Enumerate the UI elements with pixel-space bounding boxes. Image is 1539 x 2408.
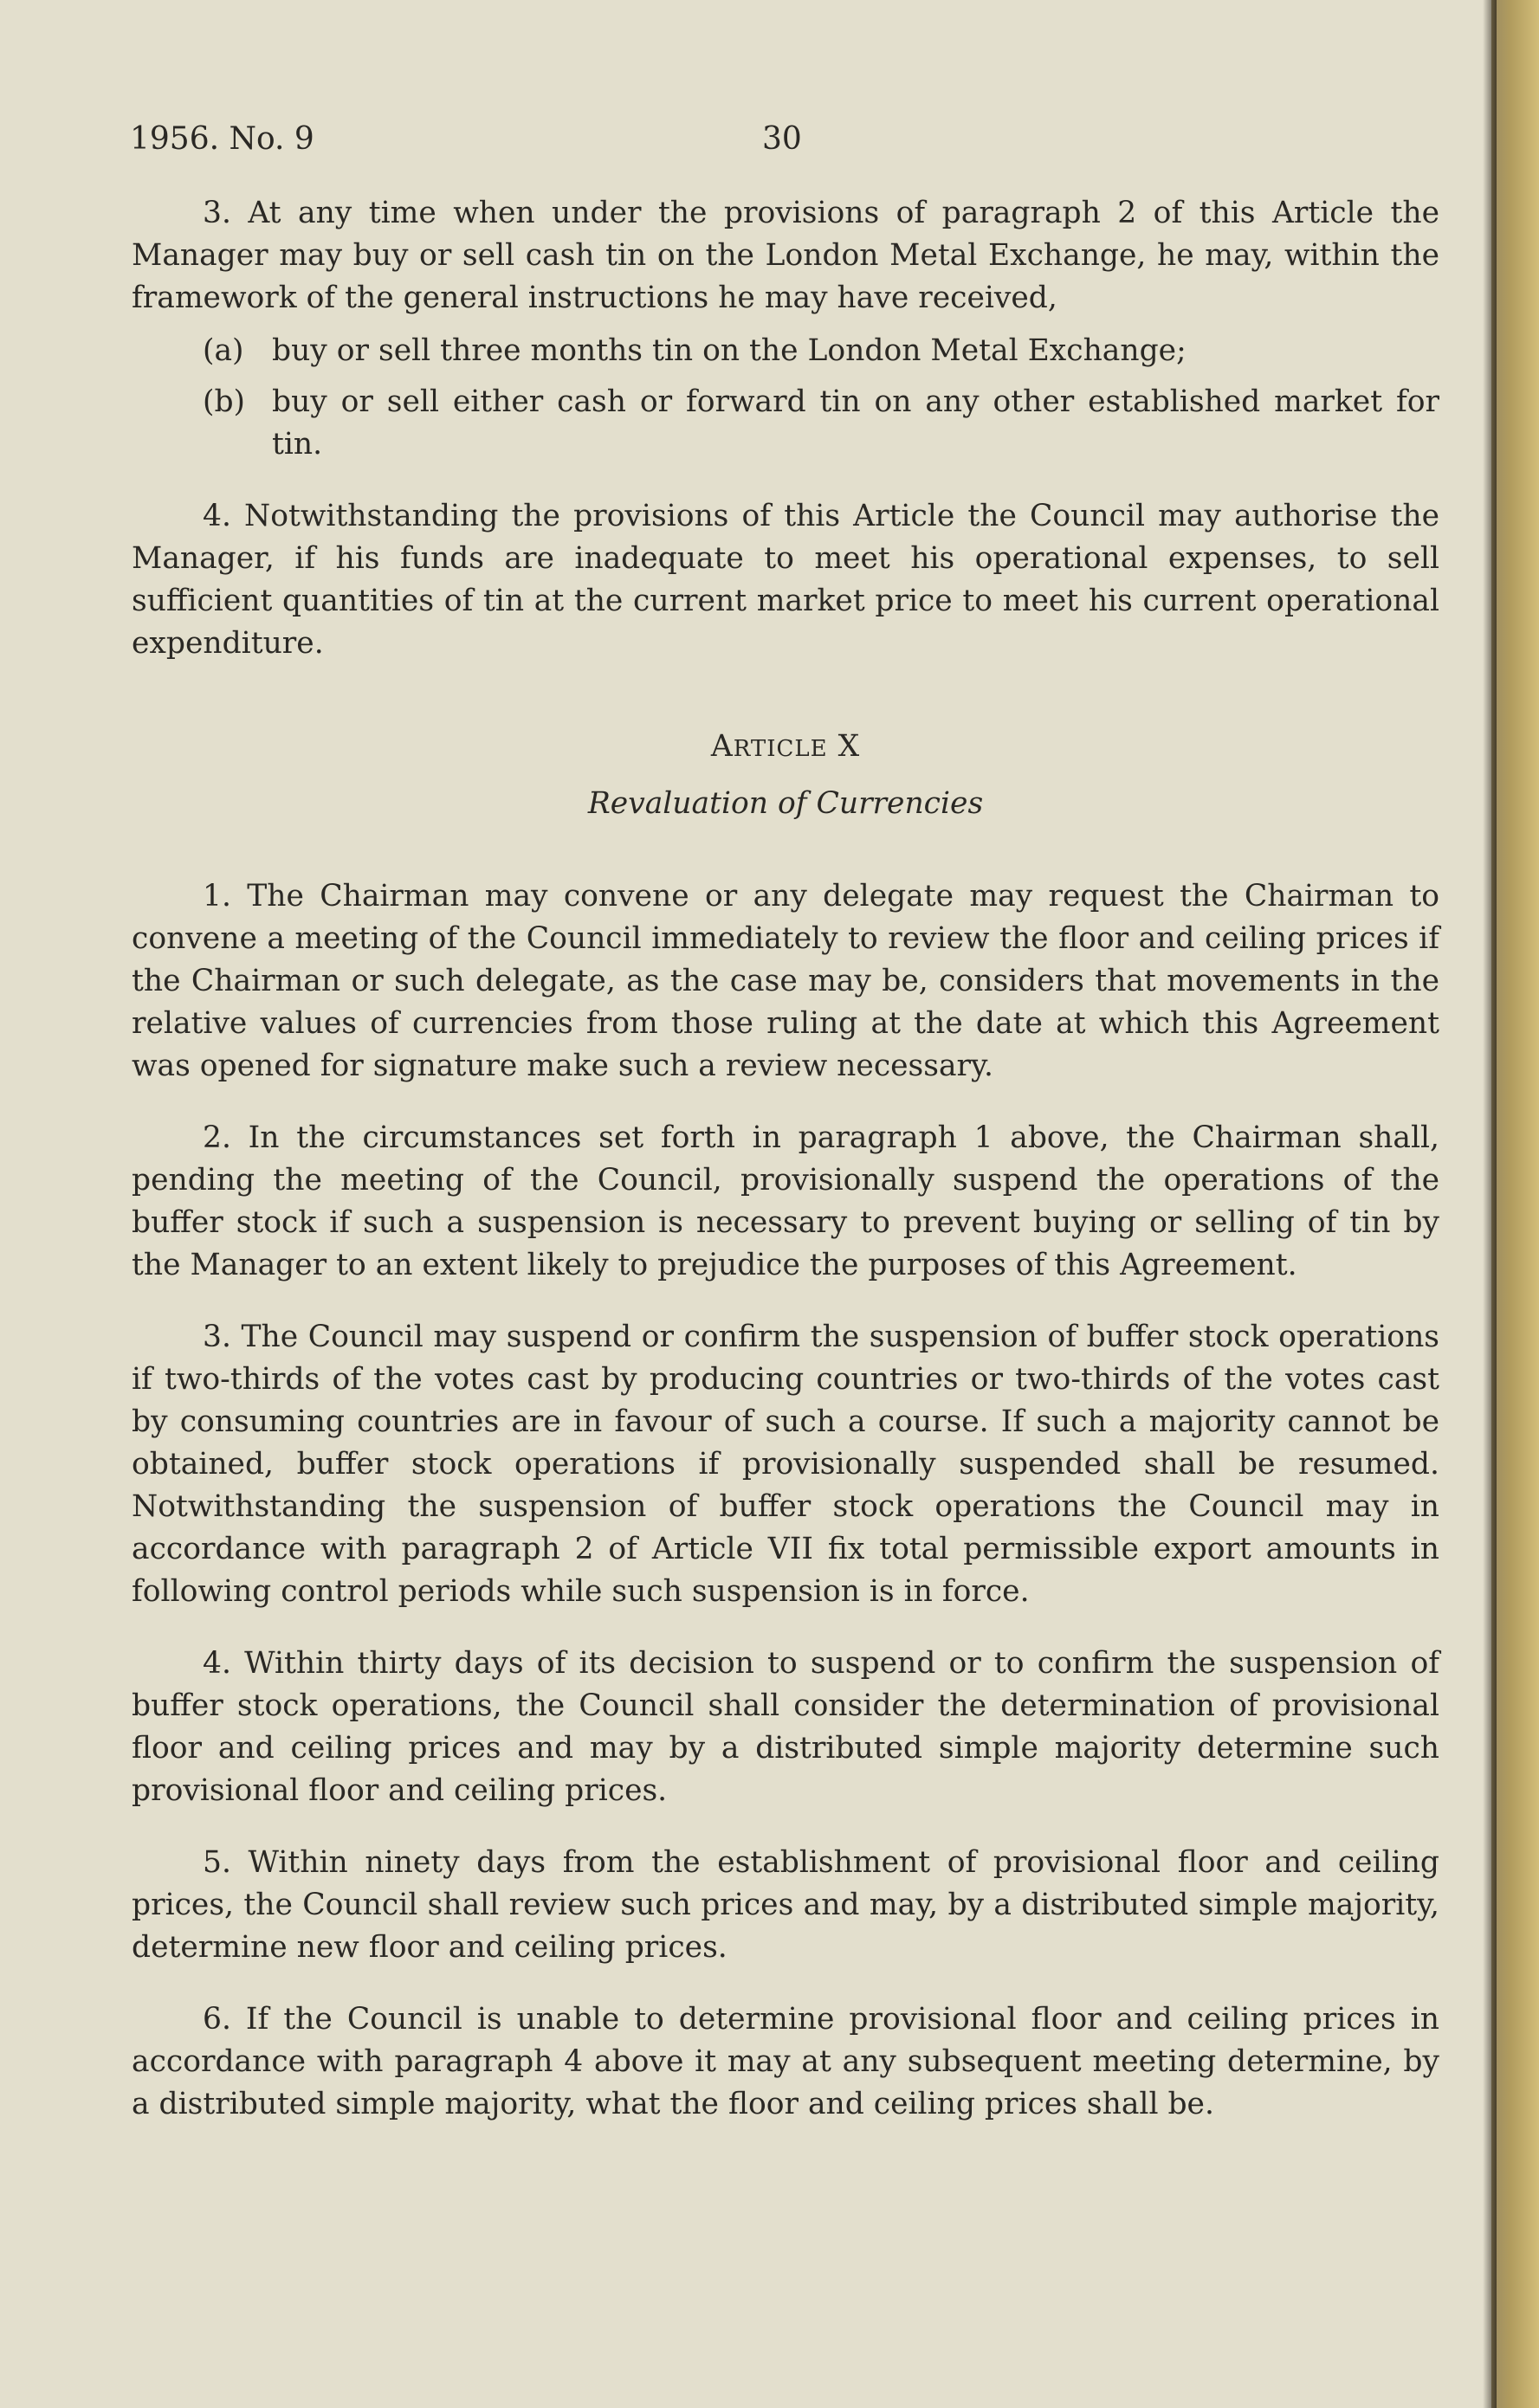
article-paragraph-6: 6. If the Council is unable to determine provisional floor and ceiling prices in accordance with paragraph 4 above it may at any subsequent meeting determine, by a distributed simple majority, what the floor and ceiling prices shall be.	[132, 2002, 1439, 2121]
page-header	[130, 121, 1429, 173]
list-text: buy or sell either cash or forward tin on any other established market for tin.	[272, 384, 1439, 462]
page-number: 30	[762, 121, 802, 157]
article-heading-number: X	[827, 729, 861, 764]
page-body	[132, 192, 1439, 2126]
paragraph-4: 4. Notwithstanding the provisions of this Article the Council may authorise the Manager, if his funds are inadequate to meet his operational expenses, to sell sufficient quantities of tin at the current market price to meet his current operational expenditure.	[132, 499, 1439, 661]
article-paragraph-4: 4. Within thirty days of its decision to suspend or to confirm the suspension of buffer stock operations, the Council shall consider the determination of provisional floor and ceiling prices and may by a distributed simple majority determine such provisional floor and ceiling prices.	[132, 1646, 1439, 1808]
book-spine	[1491, 0, 1539, 2408]
article-subheading: Revaluation of Currencies	[587, 786, 984, 821]
list-label: (a)	[203, 333, 244, 368]
article-paragraph-1: 1. The Chairman may convene or any delegate may request the Chairman to convene a meeting of the Council immediately to review the floor and ceiling prices if the Chairman or such delegate, as the case may be, considers that movements in the relative values of currencies from those ruling at the date at which this Agreement was opened for signature make such a review necessary.	[132, 879, 1439, 1083]
paragraph-3: 3. At any time when under the provisions of paragraph 2 of this Article the Manager may buy or sell cash tin on the London Metal Exchange, he may, within the framework of the general instructions he may have received,	[132, 196, 1439, 315]
spine-shadow	[1483, 0, 1497, 2408]
article-paragraph-2: 2. In the circumstances set forth in paragraph 1 above, the Chairman shall, pending the meeting of the Council, provisionally suspend the operations of the buffer stock if such a suspension is necessary to prevent buying or selling of tin by the Manager to an extent likely to prejudice the purposes of this Agreement.	[132, 1120, 1439, 1282]
list-item-a	[132, 330, 1439, 372]
article-paragraph-3: 3. The Council may suspend or confirm the suspension of buffer stock operations if two-thirds of the votes cast by producing countries or two-thirds of the votes cast by consuming countries are in favour of such a course. If such a majority cannot be obtained, buffer stock operations if provisionally suspended shall be resumed. Notwithstanding the suspension of buffer stock operations the Council may in accordance with paragraph 2 of Article VII fix total permissible export amounts in following control periods while such suspension is in force.	[132, 1320, 1439, 1609]
article-paragraph-5: 5. Within ninety days from the establishment of provisional floor and ceiling prices, the Council shall review such prices and may, by a distributed simple majority, determine new floor and ceiling prices.	[132, 1845, 1439, 1965]
list-label: (b)	[203, 384, 246, 419]
list-text: buy or sell three months tin on the London Metal Exchange;	[272, 333, 1187, 368]
article-heading-initial: A	[710, 729, 734, 764]
document-reference: 1956. No. 9	[130, 121, 314, 157]
article-heading	[132, 726, 1439, 771]
list-item-b	[132, 381, 1439, 466]
article-heading-smallcaps: RTICLE	[733, 736, 828, 762]
